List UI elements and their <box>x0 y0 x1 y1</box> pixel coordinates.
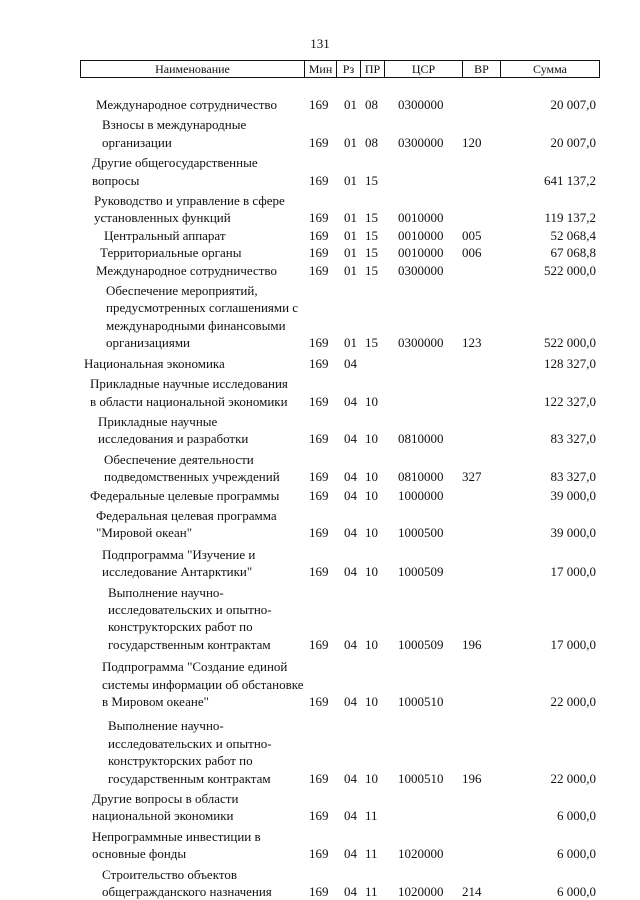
row-csr: 1000509 <box>398 564 444 580</box>
row-sum: 522 000,0 <box>544 335 596 351</box>
table-row <box>0 96 640 113</box>
row-rz: 04 <box>344 469 357 485</box>
row-pr: 15 <box>365 210 378 226</box>
row-pr: 10 <box>365 393 378 409</box>
row-pr: 10 <box>365 636 378 652</box>
table-row <box>0 227 640 244</box>
row-min: 169 <box>309 884 329 900</box>
row-sum: 6 000,0 <box>557 884 596 900</box>
row-min: 169 <box>309 431 329 447</box>
row-name: Прикладные научные исследования и разработки <box>98 413 249 447</box>
row-sum: 119 137,2 <box>544 210 596 226</box>
table-row <box>0 154 640 189</box>
row-name: Федеральные целевые программы <box>90 487 280 503</box>
row-sum: 20 007,0 <box>550 134 596 150</box>
row-sum: 122 327,0 <box>544 393 596 409</box>
table-row <box>0 866 640 900</box>
row-name: Другие общегосударственные вопросы <box>92 155 258 188</box>
row-min: 169 <box>309 636 329 652</box>
row-min: 169 <box>309 134 329 150</box>
row-name: Взносы в международные организации <box>102 117 247 150</box>
row-sum: 83 327,0 <box>550 469 596 485</box>
row-name: Национальная экономика <box>84 355 225 371</box>
row-vr: 196 <box>462 770 482 786</box>
row-name: Центральный аппарат <box>104 227 226 243</box>
row-sum: 22 000,0 <box>550 770 596 786</box>
header-csr: ЦСР <box>385 61 463 77</box>
table-row <box>0 717 640 787</box>
row-min: 169 <box>309 262 329 278</box>
row-csr: 0810000 <box>398 431 444 447</box>
table-row <box>0 790 640 825</box>
row-rz: 01 <box>344 262 357 278</box>
row-pr: 10 <box>365 770 378 786</box>
table-body <box>0 96 640 900</box>
row-vr: 006 <box>462 245 482 261</box>
row-vr: 214 <box>462 884 482 900</box>
row-name: Подпрограмма "Изучение и исследование Антарктики" <box>102 546 256 580</box>
row-name: Федеральная целевая программа "Мировой океан" <box>96 507 277 541</box>
table-row <box>0 546 640 581</box>
row-csr: 0810000 <box>398 469 444 485</box>
row-name: Строительство объектов общегражданского назначения <box>102 866 272 900</box>
row-pr: 15 <box>365 245 378 261</box>
row-csr: 1020000 <box>398 846 444 862</box>
row-rz: 04 <box>344 431 357 447</box>
row-csr: 1000510 <box>398 770 444 786</box>
row-rz: 01 <box>344 245 357 261</box>
table-row <box>0 413 640 448</box>
row-sum: 522 000,0 <box>544 262 596 278</box>
table-row <box>0 262 640 279</box>
row-csr: 1000000 <box>398 487 444 503</box>
table-row <box>0 658 640 710</box>
row-sum: 6 000,0 <box>557 808 596 824</box>
header-vr: ВР <box>463 61 501 77</box>
row-pr: 11 <box>365 846 378 862</box>
table-header <box>80 60 600 78</box>
header-sum: Сумма <box>533 61 567 76</box>
row-min: 169 <box>309 97 329 112</box>
row-pr: 08 <box>365 97 378 112</box>
row-min: 169 <box>309 694 329 709</box>
row-pr: 15 <box>365 262 378 278</box>
row-name: Руководство и управление в сфере установленных функций <box>94 193 285 226</box>
row-name: Подпрограмма "Создание единой системы информации об обстановке в Мировом океане" <box>102 659 304 709</box>
row-csr: 0010000 <box>398 245 444 261</box>
row-rz: 01 <box>344 335 357 351</box>
row-csr: 0010000 <box>398 227 444 243</box>
header-pr: ПР <box>361 61 385 77</box>
row-sum: 67 068,8 <box>550 245 596 261</box>
row-sum: 20 007,0 <box>550 97 596 112</box>
table-row <box>0 192 640 227</box>
row-pr: 10 <box>365 431 378 447</box>
row-name: Обеспечение мероприятий, предусмотренных соглашениями с международными финансовыми организациями <box>106 283 299 351</box>
row-min: 169 <box>309 808 329 824</box>
row-csr: 0300000 <box>398 335 444 351</box>
table-row <box>0 507 640 542</box>
row-csr: 0300000 <box>398 134 444 150</box>
row-rz: 01 <box>344 172 357 188</box>
row-pr: 10 <box>365 525 378 541</box>
header-name: Наименование <box>81 61 305 77</box>
row-min: 169 <box>309 770 329 786</box>
row-csr: 1000510 <box>398 694 444 709</box>
row-pr: 11 <box>365 808 378 824</box>
row-sum: 39 000,0 <box>550 487 596 503</box>
row-rz: 04 <box>344 525 357 541</box>
row-vr: 123 <box>462 335 482 351</box>
row-sum: 17 000,0 <box>550 636 596 652</box>
table-row <box>0 828 640 863</box>
row-min: 169 <box>309 245 329 261</box>
row-rz: 01 <box>344 210 357 226</box>
table-row <box>0 584 640 654</box>
row-pr: 10 <box>365 694 378 709</box>
row-name: Выполнение научно- исследовательских и опытно- конструкторских работ по государственным контрактам <box>108 718 272 786</box>
row-rz: 01 <box>344 134 357 150</box>
table-row <box>0 451 640 486</box>
row-sum: 641 137,2 <box>544 172 596 188</box>
row-pr: 11 <box>365 884 378 900</box>
row-csr: 1000509 <box>398 636 444 652</box>
row-name: Другие вопросы в области национальной экономики <box>92 791 239 824</box>
row-pr: 10 <box>365 469 378 485</box>
row-name: Непрограммные инвестиции в основные фонды <box>92 828 261 862</box>
row-min: 169 <box>309 227 329 243</box>
row-min: 169 <box>309 393 329 409</box>
row-csr: 1020000 <box>398 884 444 900</box>
row-name: Выполнение научно- исследовательских и опытно- конструкторских работ по государственным контрактам <box>108 584 272 652</box>
row-rz: 04 <box>344 355 357 371</box>
row-sum: 52 068,4 <box>550 227 596 243</box>
row-csr: 0300000 <box>398 97 444 112</box>
row-name: Территориальные органы <box>100 245 242 261</box>
row-min: 169 <box>309 525 329 541</box>
table-row <box>0 487 640 504</box>
row-sum: 39 000,0 <box>550 525 596 541</box>
page-number: 131 <box>310 36 330 51</box>
row-sum: 17 000,0 <box>550 564 596 580</box>
row-min: 169 <box>309 210 329 226</box>
row-rz: 04 <box>344 770 357 786</box>
row-vr: 196 <box>462 636 482 652</box>
row-vr: 120 <box>462 134 482 150</box>
table-row <box>0 375 640 410</box>
row-name: Международное сотрудничество <box>96 97 277 112</box>
row-rz: 04 <box>344 846 357 862</box>
row-pr: 08 <box>365 134 378 150</box>
row-rz: 04 <box>344 884 357 900</box>
table-row <box>0 355 640 372</box>
header-rz: Рз <box>337 61 361 77</box>
row-pr: 15 <box>365 335 378 351</box>
row-csr: 0300000 <box>398 262 444 278</box>
header-min: Мин <box>305 61 337 77</box>
row-rz: 04 <box>344 564 357 580</box>
row-name: Прикладные научные исследования в области национальной экономики <box>90 376 288 409</box>
row-rz: 04 <box>344 808 357 824</box>
row-name: Международное сотрудничество <box>96 262 277 278</box>
row-rz: 04 <box>344 694 357 709</box>
row-sum: 128 327,0 <box>544 355 596 371</box>
row-rz: 01 <box>344 227 357 243</box>
row-min: 169 <box>309 335 329 351</box>
row-vr: 327 <box>462 469 482 485</box>
table-row <box>0 244 640 261</box>
row-sum: 6 000,0 <box>557 846 596 862</box>
row-min: 169 <box>309 846 329 862</box>
row-min: 169 <box>309 172 329 188</box>
row-min: 169 <box>309 355 329 371</box>
row-rz: 01 <box>344 97 357 112</box>
row-csr: 0010000 <box>398 210 444 226</box>
row-sum: 83 327,0 <box>550 431 596 447</box>
row-pr: 10 <box>365 564 378 580</box>
row-csr: 1000500 <box>398 525 444 541</box>
row-rz: 04 <box>344 487 357 503</box>
row-min: 169 <box>309 469 329 485</box>
row-pr: 15 <box>365 227 378 243</box>
row-vr: 005 <box>462 227 482 243</box>
row-rz: 04 <box>344 393 357 409</box>
table-row <box>0 116 640 151</box>
row-min: 169 <box>309 487 329 503</box>
row-name: Обеспечение деятельности подведомственных учреждений <box>104 451 280 485</box>
row-rz: 04 <box>344 636 357 652</box>
row-pr: 10 <box>365 487 378 503</box>
row-min: 169 <box>309 564 329 580</box>
table-row <box>0 282 640 352</box>
row-pr: 15 <box>365 172 378 188</box>
row-sum: 22 000,0 <box>550 694 596 709</box>
